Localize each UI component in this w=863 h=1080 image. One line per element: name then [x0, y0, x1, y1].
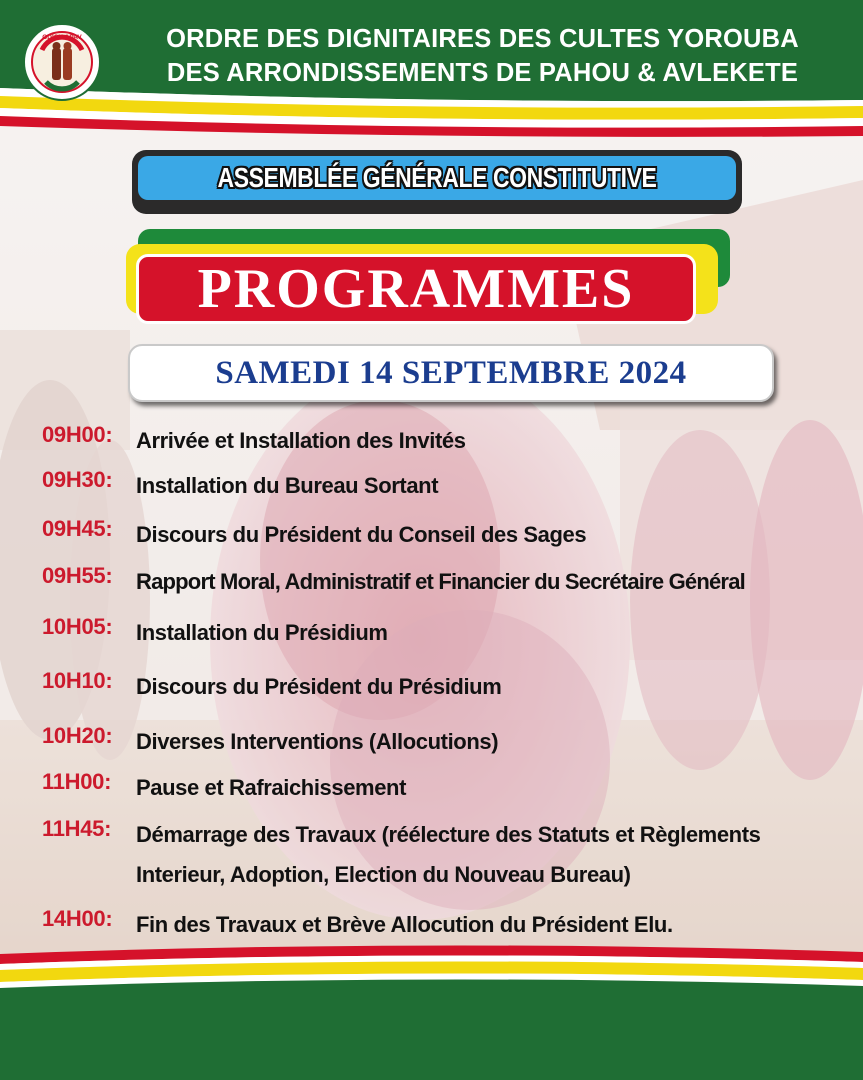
program-time: 09H45:	[42, 516, 113, 541]
program-description: Discours du Président du Conseil des Sages	[136, 522, 587, 547]
program-time: 14H00:	[42, 906, 113, 931]
footer-band	[0, 930, 863, 1080]
program-time: 11H45:	[42, 816, 112, 841]
program-time: 10H20:	[42, 723, 113, 748]
header-line-1: ORDRE DES DIGNITAIRES DES CULTES YOROUBA	[166, 25, 799, 53]
program-description: Installation du Présidium	[136, 620, 388, 645]
program-time: 09H00:	[42, 422, 113, 447]
program-description: Rapport Moral, Administratif et Financier du Secrétaire Général	[136, 569, 745, 594]
program-time: 10H05:	[42, 614, 113, 639]
assembly-title: ASSEMBLÉE GÉNÉRALE CONSTITUTIVE	[217, 162, 657, 193]
program-description: Fin des Travaux et Brève Allocution du Président Elu.	[136, 912, 673, 937]
program-description: Installation du Bureau Sortant	[136, 473, 439, 498]
program-description: Pause et Rafraichissement	[136, 775, 407, 800]
program-description: Diverses Interventions (Allocutions)	[136, 729, 499, 754]
program-time: 11H00:	[42, 769, 112, 794]
program-description: Arrivée et Installation des Invités	[136, 428, 466, 453]
programmes-title: PROGRAMMES	[197, 258, 635, 320]
event-date: SAMEDI 14 SEPTEMBRE 2024	[215, 355, 687, 391]
program-description: Discours du Président du Présidium	[136, 674, 502, 699]
program-time: 09H55:	[42, 563, 113, 588]
program-description: Démarrage des Travaux (réélecture des Statuts et Règlements	[136, 822, 761, 847]
logo-text: ODICY-APAV	[42, 34, 82, 41]
program-time: 10H10:	[42, 668, 113, 693]
program-time: 09H30:	[42, 467, 113, 492]
header-line-2: DES ARRONDISSEMENTS DE PAHOU & AVLEKETE	[166, 59, 799, 87]
program-description-continued: Interieur, Adoption, Election du Nouveau Bureau)	[136, 862, 631, 887]
